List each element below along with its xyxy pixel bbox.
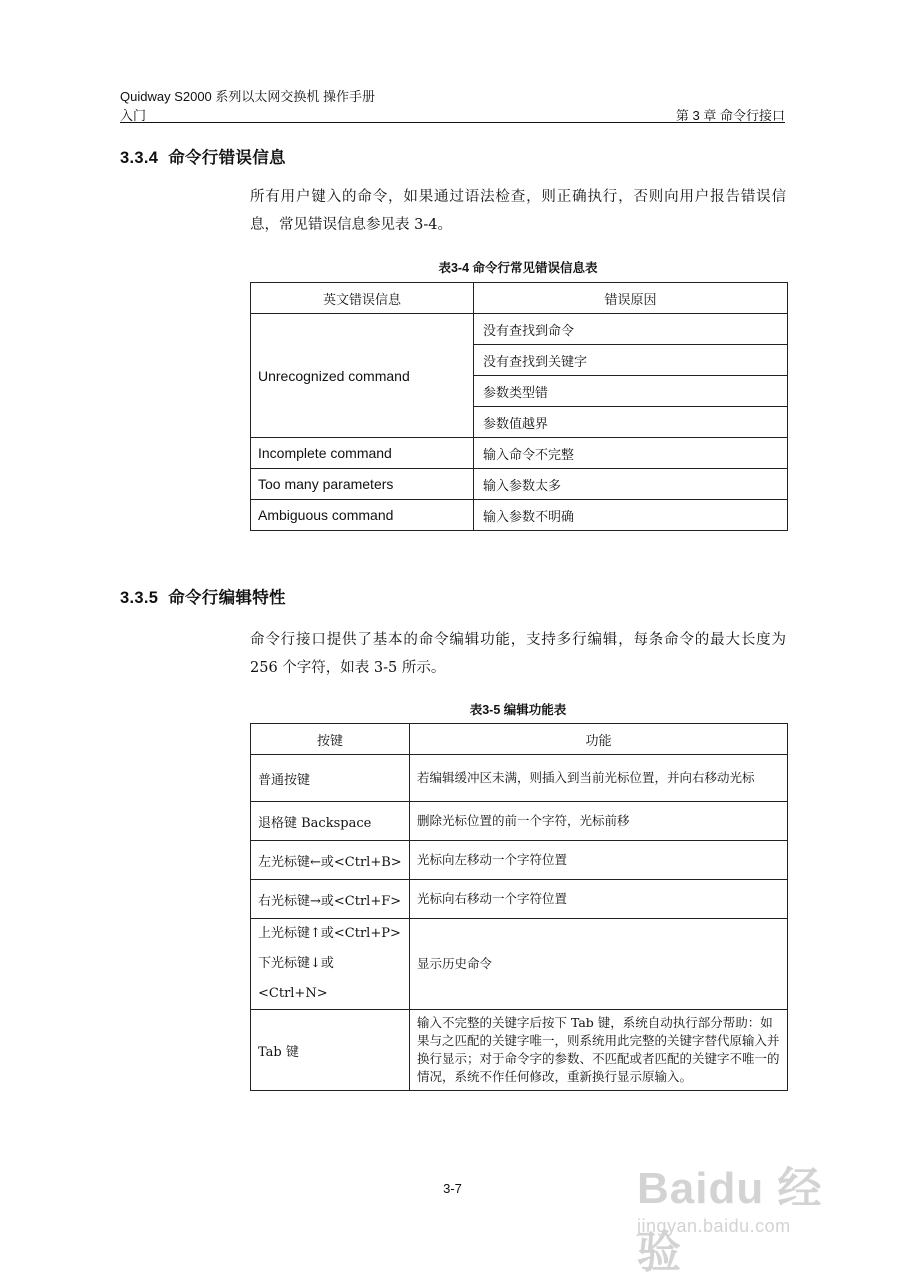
key-cell: 右光标键→或<Ctrl+F>	[251, 880, 410, 919]
error-message-cell: Too many parameters	[251, 469, 474, 500]
table-row	[251, 841, 788, 880]
key-cell	[251, 919, 410, 1010]
table-caption-35: 表3-5 编辑功能表	[469, 703, 567, 717]
table-row	[251, 880, 788, 919]
section-paragraph-334: 所有用户键入的命令，如果通过语法检查，则正确执行，否则向用户报告错误信息，常见错误信息参见表 3-4。	[250, 189, 786, 233]
function-cell: 显示历史命令	[410, 919, 788, 1010]
chapter-title: 第 3 章 命令行接口	[675, 108, 785, 123]
table-row	[251, 500, 788, 531]
header-rule	[120, 122, 785, 123]
section-heading-335	[120, 584, 286, 608]
error-message-cell: Unrecognized command	[251, 314, 474, 438]
key-cell: 退格键 Backspace	[251, 802, 410, 841]
key-cell: 普通按键	[251, 755, 410, 802]
error-message-table	[250, 282, 788, 531]
table-row	[251, 314, 788, 345]
table-row	[251, 469, 788, 500]
table-row	[251, 1010, 788, 1091]
error-message-cell: Ambiguous command	[251, 500, 474, 531]
section-title: 命令行错误信息	[168, 149, 286, 167]
section-number: 3.3.5	[120, 589, 159, 607]
function-cell: 输入不完整的关键字后按下 Tab 键，系统自动执行部分帮助：如果与之匹配的关键字唯一，则系统用此完整的关键字替代原输入并换行显示；对于命令字的参数、不匹配或者匹配的关键字不唯一的情况，系统不作任何修改，重新换行显示原输入。	[410, 1010, 788, 1091]
key-cell: 左光标键←或<Ctrl+B>	[251, 841, 410, 880]
baidu-watermark	[637, 1138, 847, 1277]
manual-title: Quidway S2000 系列以太网交换机 操作手册	[120, 89, 376, 104]
part-name: 入门	[120, 108, 147, 123]
function-cell: 若编辑缓冲区未满，则插入到当前光标位置，并向右移动光标	[410, 755, 788, 802]
section-heading-334	[120, 144, 286, 168]
table-caption-34: 表3-4 命令行常见错误信息表	[438, 261, 598, 275]
table-row	[251, 919, 788, 1010]
error-cause-cell: 参数值越界	[474, 407, 788, 438]
error-cause-cell: 输入参数太多	[474, 469, 788, 500]
column-header: 错误原因	[474, 283, 788, 314]
key-line: 上光标键↑或<Ctrl+P>	[258, 926, 401, 941]
error-cause-cell: 参数类型错	[474, 376, 788, 407]
table-row	[251, 755, 788, 802]
section-paragraph-335: 命令行接口提供了基本的命令编辑功能，支持多行编辑，每条命令的最大长度为 256 个字符，如表 3-5 所示。	[250, 632, 786, 676]
section-title: 命令行编辑特性	[168, 589, 286, 607]
error-cause-cell: 输入参数不明确	[474, 500, 788, 531]
function-cell: 删除光标位置的前一个字符，光标前移	[410, 802, 788, 841]
section-number: 3.3.4	[120, 149, 159, 167]
key-line: 下光标键↓或<Ctrl+N>	[258, 956, 334, 1001]
watermark-url: jingyan.baidu.com	[637, 1216, 791, 1236]
edit-function-table	[250, 723, 788, 1091]
table-header-row	[251, 283, 788, 314]
error-cause-cell: 输入命令不完整	[474, 438, 788, 469]
error-message-cell: Incomplete command	[251, 438, 474, 469]
function-cell: 光标向左移动一个字符位置	[410, 841, 788, 880]
table-row	[251, 802, 788, 841]
function-cell: 光标向右移动一个字符位置	[410, 880, 788, 919]
key-cell: Tab 键	[251, 1010, 410, 1091]
page-number: 3-7	[443, 1181, 462, 1196]
column-header: 功能	[410, 724, 788, 755]
column-header: 英文错误信息	[251, 283, 474, 314]
error-cause-cell: 没有查找到关键字	[474, 345, 788, 376]
table-header-row	[251, 724, 788, 755]
watermark-brand: Baidu 经验	[637, 1164, 823, 1277]
table-row	[251, 438, 788, 469]
column-header: 按键	[251, 724, 410, 755]
error-cause-cell: 没有查找到命令	[474, 314, 788, 345]
